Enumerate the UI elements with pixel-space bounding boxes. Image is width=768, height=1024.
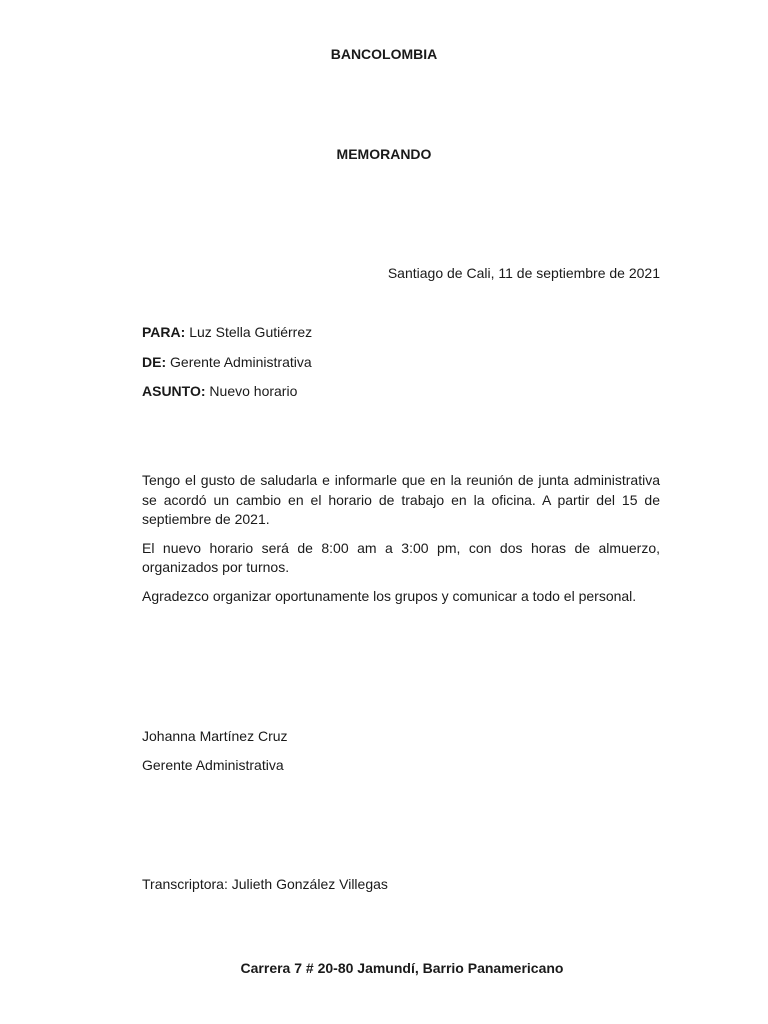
subject-label: ASUNTO:: [142, 383, 206, 399]
body-paragraph-1: Tengo el gusto de saludarla e informarle que en la reunión de junta administrativa se acordó un cambio en el horario de trabajo en la oficina. A partir del 15 de septiembre de 2021.: [142, 472, 660, 527]
body-paragraph-3: Agradezco organizar oportunamente los grupos y comunicar a todo el personal.: [142, 587, 637, 604]
date-line: Santiago de Cali, 11 de septiembre de 2021: [387, 265, 660, 281]
signature-name: Johanna Martínez Cruz: [142, 728, 288, 744]
document-type-title: MEMORANDO: [336, 146, 432, 162]
to-field: [142, 324, 312, 340]
signature-title: Gerente Administrativa: [142, 757, 284, 773]
from-value: Gerente Administrativa: [170, 354, 312, 370]
subject-field: [142, 383, 297, 399]
to-label: PARA:: [142, 324, 186, 340]
transcriber-line: Transcriptora: Julieth González Villegas: [142, 876, 388, 892]
body-paragraph-2: El nuevo horario será de 8:00 am a 3:00 pm, con dos horas de almuerzo, organizados por turnos.: [142, 539, 660, 575]
footer-address: Carrera 7 # 20-80 Jamundí, Barrio Panamericano: [240, 960, 564, 976]
subject-value: Nuevo horario: [209, 383, 298, 399]
from-field: [142, 354, 312, 370]
organization-name: BANCOLOMBIA: [330, 46, 438, 62]
memo-body: [142, 471, 660, 615]
from-label: DE:: [142, 354, 167, 370]
to-value: Luz Stella Gutiérrez: [189, 324, 313, 340]
